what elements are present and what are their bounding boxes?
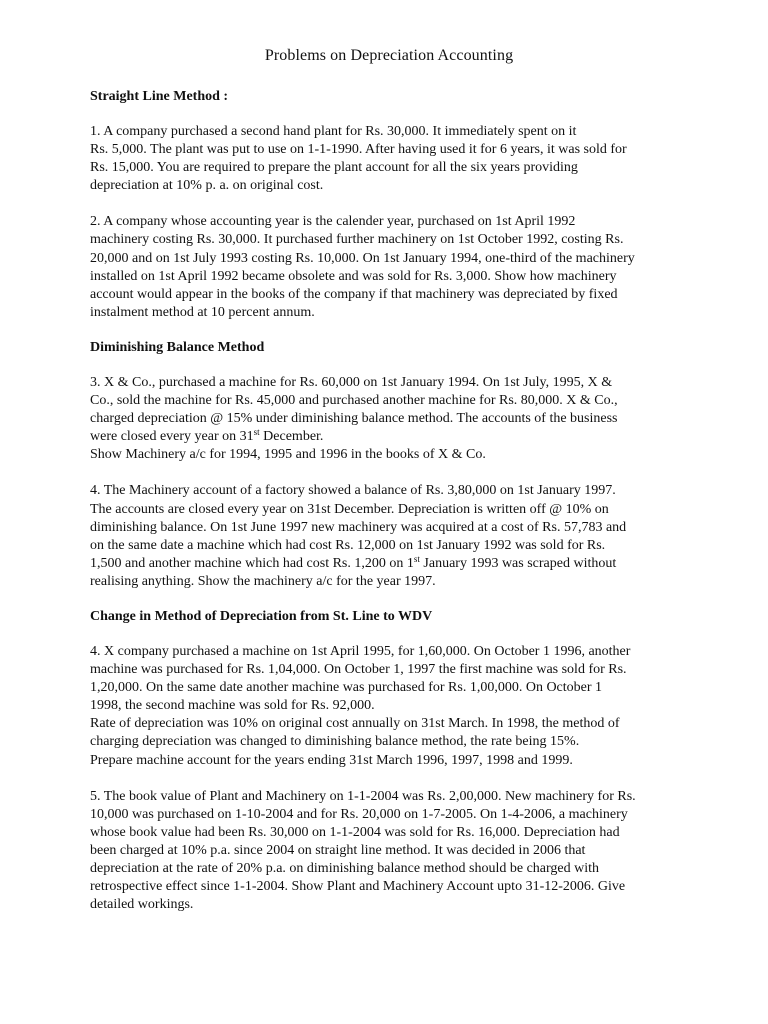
text-line: charging depreciation was changed to diminishing balance method, the rate being 15%. xyxy=(90,734,580,750)
text-line: Rs. 5,000. The plant was put to use on 1-1-1990. After having used it for 6 years, it was sold for xyxy=(90,142,627,158)
heading-straight-line: Straight Line Method : xyxy=(90,89,229,104)
text-line: depreciation at 10% p. a. on original cost. xyxy=(90,178,324,194)
problem-5 xyxy=(90,788,688,915)
text-line: retrospective effect since 1-1-2004. Show Plant and Machinery Account upto 31-12-2006. Give xyxy=(90,879,626,895)
text-line: 10,000 was purchased on 1-10-2004 and for Rs. 20,000 on 1-7-2005. On 1-4-2006, a machinery xyxy=(90,806,628,822)
text-fragment: 1,500 and another machine which had cost Rs. 1,200 on 1 xyxy=(90,555,414,571)
problem-4b xyxy=(90,643,688,770)
text-line: 4. X company purchased a machine on 1st April 1995, for 1,60,000. On October 1 1996, another xyxy=(90,643,631,659)
text-line: machinery costing Rs. 30,000. It purchased further machinery on 1st October 1992, costing Rs. xyxy=(90,232,624,248)
text-line: charged depreciation @ 15% under diminishing balance method. The accounts of the business xyxy=(90,411,618,427)
text-line: 20,000 and on 1st July 1993 costing Rs. 10,000. On 1st January 1994, one-third of the machinery xyxy=(90,250,635,266)
text-line: been charged at 10% p.a. since 2004 on straight line method. It was decided in 2006 that xyxy=(90,842,586,858)
text-fragment: January 1993 was scraped without xyxy=(419,555,617,571)
text-line: 5. The book value of Plant and Machinery on 1-1-2004 was Rs. 2,00,000. New machinery for Rs. xyxy=(90,788,636,804)
text-fragment: were closed every year on 31 xyxy=(90,429,254,445)
text-line: Co., sold the machine for Rs. 45,000 and purchased another machine for Rs. 80,000. X & Co., xyxy=(90,393,618,409)
text-line: whose book value had been Rs. 30,000 on 1-1-2004 was sold for Rs. 16,000. Depreciation had xyxy=(90,824,620,840)
text-line: The accounts are closed every year on 31st December. Depreciation is written off @ 10% on xyxy=(90,501,609,517)
document-title: Problems on Depreciation Accounting xyxy=(264,47,514,64)
problem-1 xyxy=(90,123,688,195)
problem-2 xyxy=(90,213,688,322)
text-line: on the same date a machine which had cost Rs. 12,000 on 1st January 1992 was sold for Rs. xyxy=(90,537,606,553)
superscript: st xyxy=(253,427,260,438)
text-line: realising anything. Show the machinery a/c for the year 1997. xyxy=(90,573,436,589)
text-line: Rate of depreciation was 10% on original cost annually on 31st March. In 1998, the method of xyxy=(90,716,620,732)
text-line: Prepare machine account for the years ending 31st March 1996, 1997, 1998 and 1999. xyxy=(90,752,573,768)
text-line: installed on 1st April 1992 became obsolete and was sold for Rs. 3,000. Show how machinery xyxy=(90,268,617,284)
problem-3 xyxy=(90,374,688,464)
text-fragment: December. xyxy=(259,429,324,445)
text-line: Rs. 15,000. You are required to prepare the plant account for all the six years providing xyxy=(90,160,578,176)
problem-4 xyxy=(90,482,688,591)
text-line: instalment method at 10 percent annum. xyxy=(90,304,315,320)
text-line: 3. X & Co., purchased a machine for Rs. 60,000 on 1st January 1994. On 1st July, 1995, X & xyxy=(90,374,613,390)
superscript: st xyxy=(413,553,420,564)
text-line: machine was purchased for Rs. 1,04,000. On October 1, 1997 the first machine was sold for Rs. xyxy=(90,662,627,678)
text-line: 4. The Machinery account of a factory showed a balance of Rs. 3,80,000 on 1st January 1997. xyxy=(90,483,616,499)
text-line: diminishing balance. On 1st June 1997 new machinery was acquired at a cost of Rs. 57,783 and xyxy=(90,519,627,535)
text-line: depreciation at the rate of 20% p.a. on diminishing balance method should be charged with xyxy=(90,861,600,876)
text-line: 1. A company purchased a second hand plant for Rs. 30,000. It immediately spent on it xyxy=(90,124,577,139)
heading-diminishing-balance: Diminishing Balance Method xyxy=(90,339,265,355)
text-line: Show Machinery a/c for 1994, 1995 and 1996 in the books of X & Co. xyxy=(90,447,486,463)
text-line: account would appear in the books of the company if that machinery was depreciated by fixed xyxy=(90,286,618,302)
text-line xyxy=(90,555,688,573)
text-line: 1,20,000. On the same date another machine was purchased for Rs. 1,00,000. On October 1 xyxy=(90,680,603,696)
text-line: 2. A company whose accounting year is the calender year, purchased on 1st April 1992 xyxy=(90,214,576,230)
text-line: 1998, the second machine was sold for Rs. 92,000. xyxy=(90,698,375,714)
text-line: detailed workings. xyxy=(90,897,194,913)
text-line xyxy=(90,428,688,446)
heading-change-in-method: Change in Method of Depreciation from St. Line to WDV xyxy=(90,608,433,624)
